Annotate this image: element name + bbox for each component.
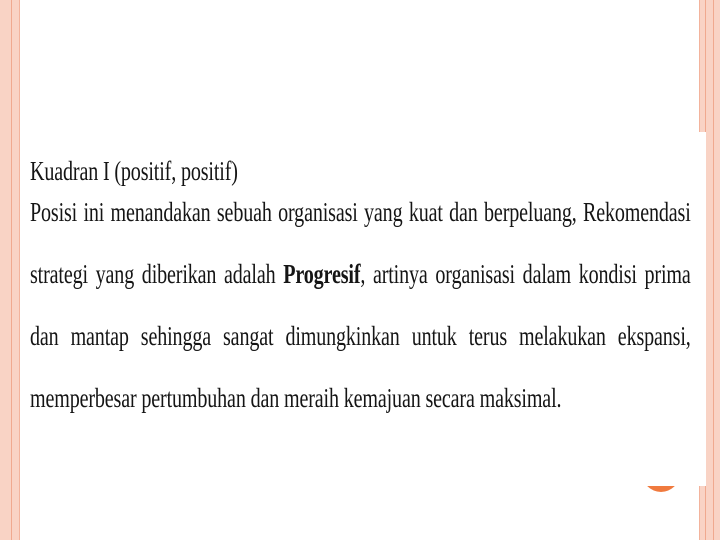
paragraph-line-4: memperbesar pertumbuhan dan meraih kemajuan secara maksimal. <box>30 382 562 413</box>
document-title: Kuadran I (positif, positif) <box>30 155 238 186</box>
paragraph-line-2 <box>30 259 691 321</box>
document-image <box>20 132 706 486</box>
document-paragraph <box>30 196 691 413</box>
paragraph-line-1: Posisi ini menandakan sebuah organisasi yang kuat dan berpeluang, Rekomendasi <box>30 196 691 227</box>
slide-left-border <box>0 0 20 540</box>
paragraph-line-3: dan mantap sehingga sangat dimungkinkan untuk terus melakukan ekspansi, <box>30 320 691 351</box>
bold-term: Progresif <box>283 258 361 289</box>
line-2-start: strategi yang diberikan adalah <box>30 258 276 289</box>
document-text <box>30 155 691 413</box>
line-2-end: , artinya organisasi dalam kondisi prima <box>360 258 691 289</box>
